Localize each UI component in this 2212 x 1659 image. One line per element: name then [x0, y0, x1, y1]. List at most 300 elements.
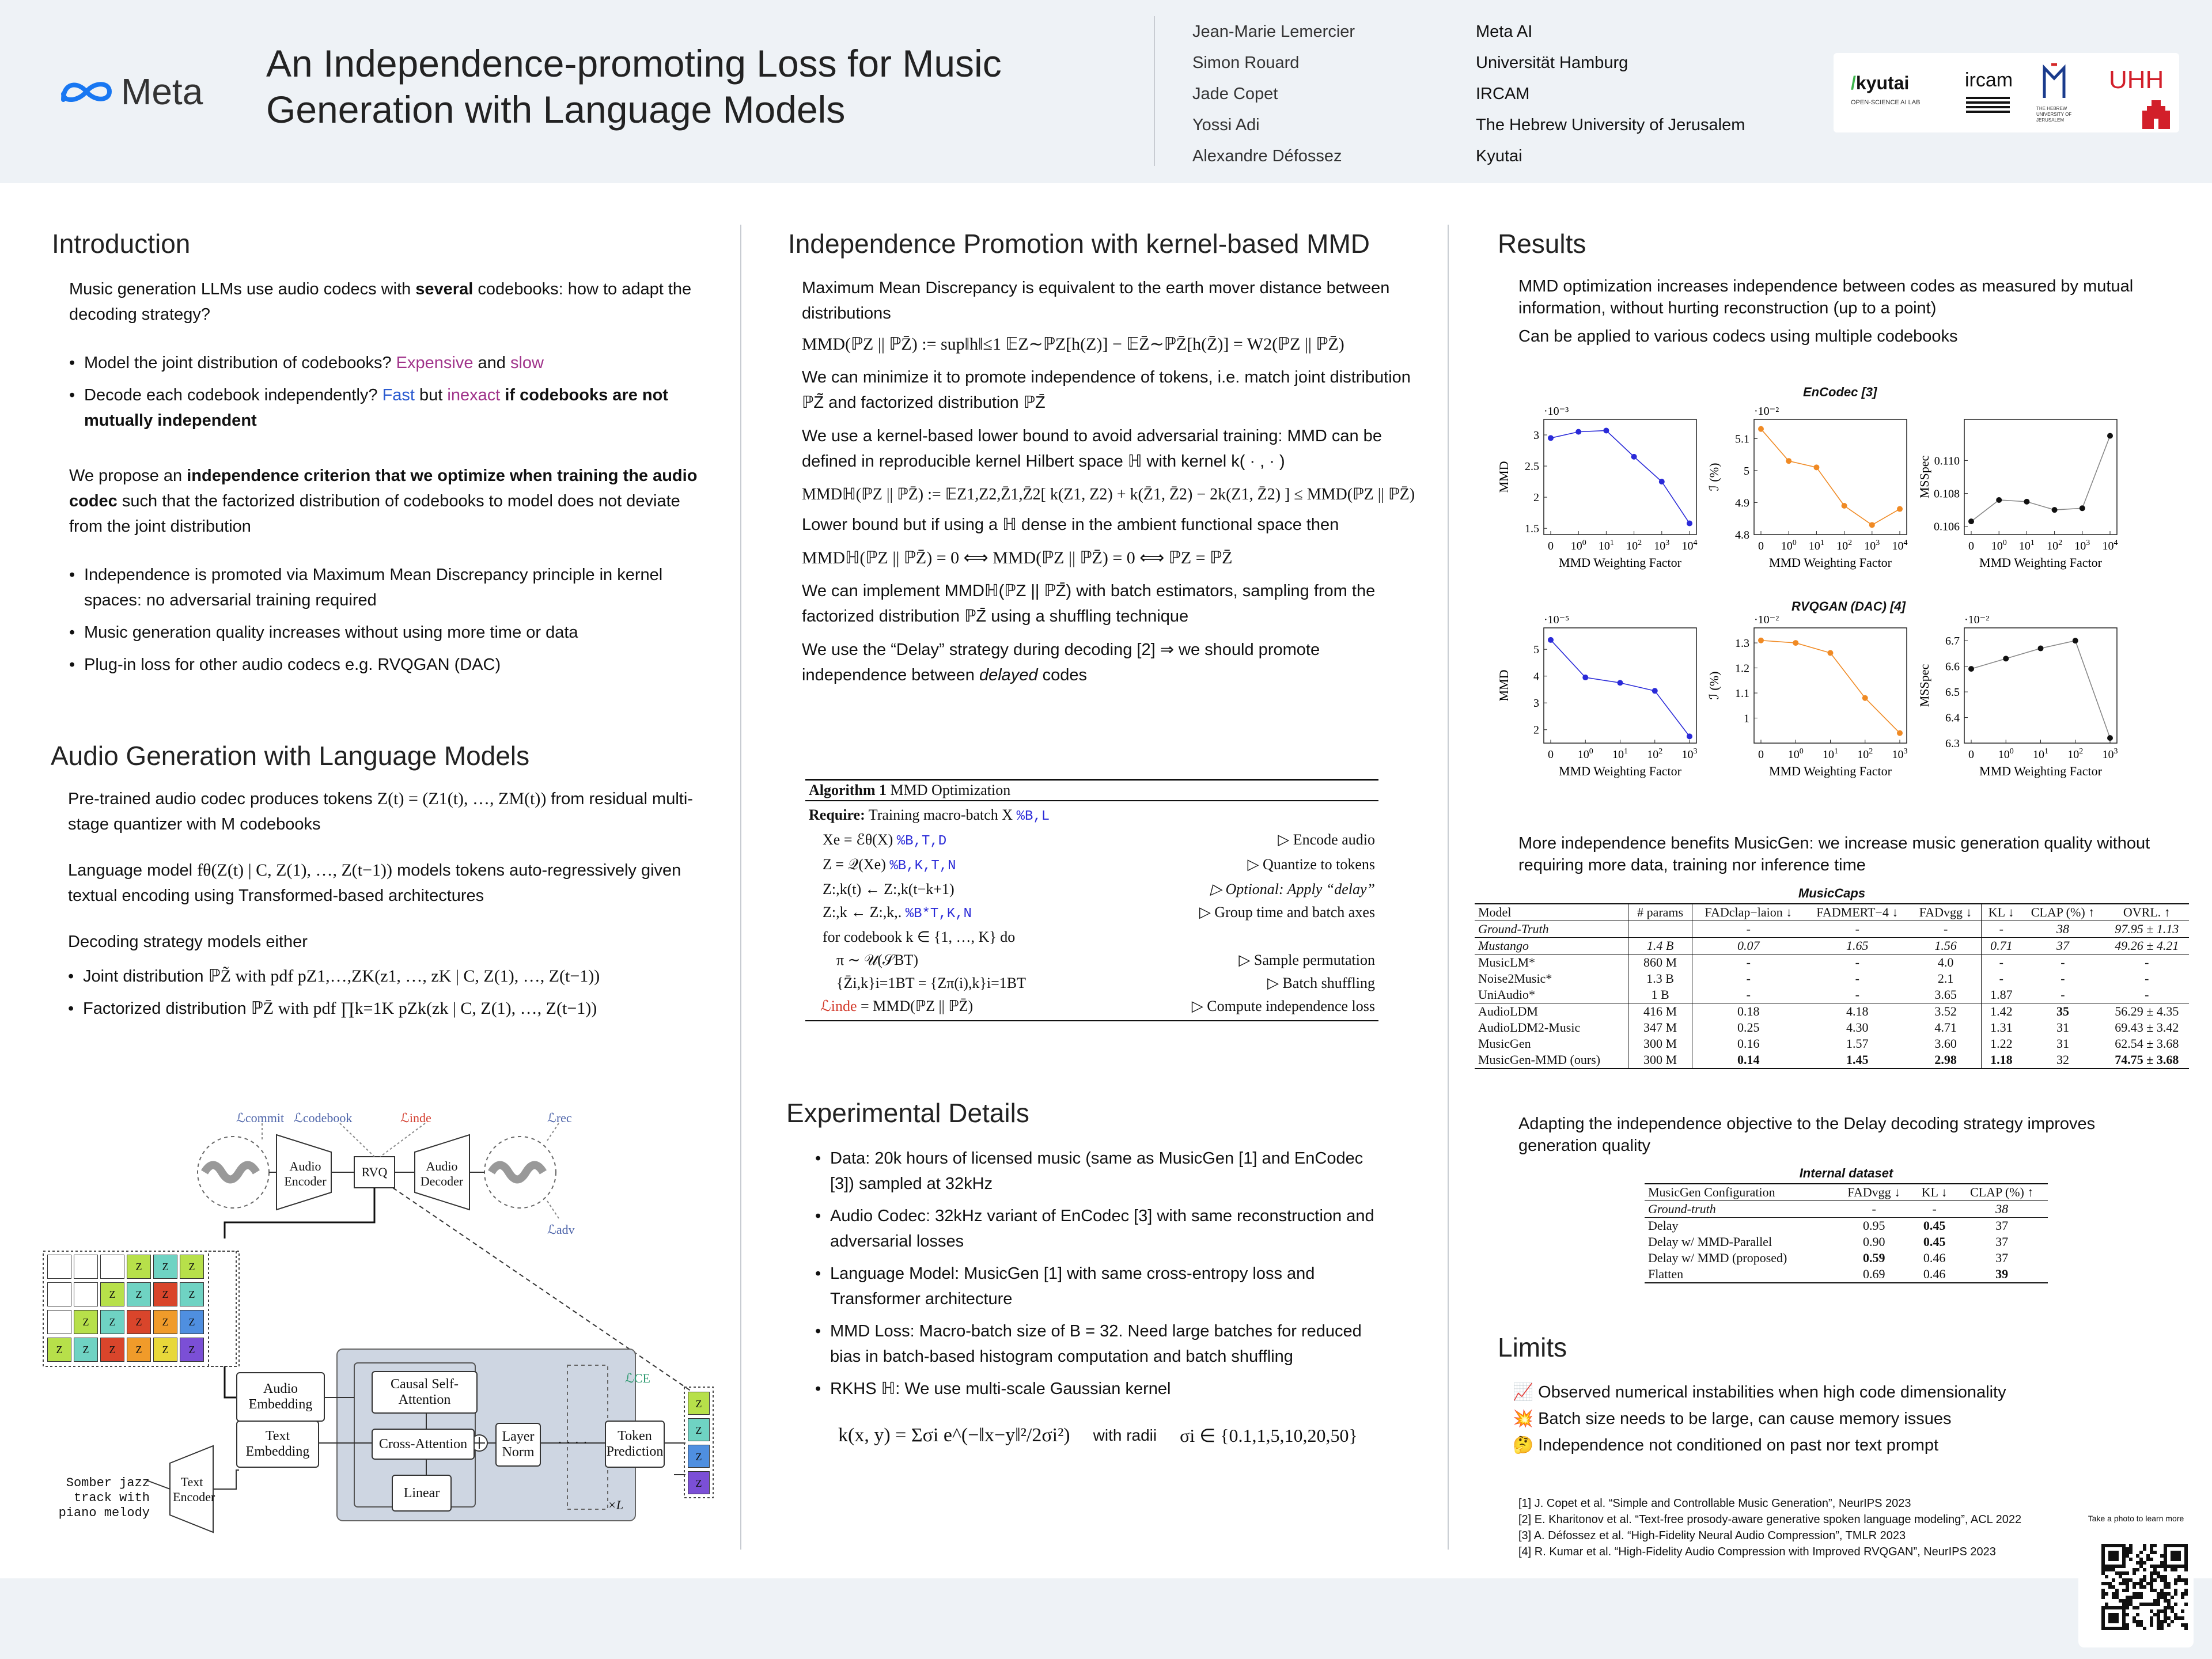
- table-cell: 38: [1995, 1202, 2009, 1216]
- table-cell: 4.71: [1934, 1020, 1957, 1035]
- qr-module: [2146, 1603, 2150, 1606]
- table-header-row: [1475, 904, 2189, 921]
- qr-module: [2115, 1551, 2119, 1554]
- qr-module: [2139, 1585, 2143, 1589]
- ircam-mark-icon: [1966, 94, 2010, 115]
- table-cell: [1628, 921, 1692, 938]
- table-header-cell: FADclap−laion ↓: [1692, 904, 1804, 921]
- qr-module: [2119, 1575, 2122, 1578]
- qr-module: [2150, 1575, 2153, 1578]
- mmd-section: [788, 228, 1422, 688]
- qr-module: [2136, 1596, 2139, 1599]
- qr-module: [2139, 1578, 2143, 1582]
- audio-embedding-block: Audio Embedding: [236, 1372, 325, 1422]
- qr-module: [2157, 1627, 2160, 1630]
- qr-module: [2112, 1592, 2115, 1596]
- qr-module: [2157, 1596, 2160, 1599]
- affiliation: Kyutai: [1476, 147, 1522, 165]
- y-tick-label: 4.8: [1735, 529, 1749, 541]
- kyutai-subtitle: OPEN-SCIENCE AI LAB: [1851, 99, 1921, 106]
- hebrew-university-icon: [2040, 62, 2069, 103]
- qr-module: [2143, 1627, 2146, 1630]
- loss-adv-label: ℒadv: [547, 1222, 575, 1237]
- qr-module: [2105, 1606, 2108, 1609]
- table-cell: Flatten: [1648, 1267, 1684, 1281]
- qr-module: [2164, 1582, 2167, 1585]
- meta-logo[interactable]: [58, 70, 203, 113]
- table-cell: MusicLM*: [1478, 955, 1535, 969]
- qr-module: [2119, 1565, 2122, 1568]
- y-tick-label: 1.5: [1525, 522, 1539, 536]
- y-axis-label: ℐ (%): [1707, 463, 1721, 491]
- kernel-radii: σi ∈ {0.1,1,5,10,20,50}: [1180, 1425, 1358, 1446]
- qr-module: [2101, 1623, 2105, 1627]
- qr-module: [2177, 1551, 2181, 1554]
- loss-commit-label: ℒcommit: [236, 1111, 285, 1125]
- table-cell: AudioLDM: [1478, 1004, 1538, 1018]
- table-cell: 0.69: [1862, 1267, 1885, 1281]
- table-cell: -: [1692, 971, 1804, 987]
- qr-module: [2122, 1609, 2126, 1613]
- data-point: [2073, 638, 2078, 643]
- x-tick-label: $10^2$: [1857, 747, 1873, 761]
- token-cell: Z: [74, 1338, 98, 1362]
- table-cell: -: [1872, 1202, 1876, 1216]
- qr-module: [2167, 1592, 2171, 1596]
- encodec-chart-title: EnCodec [3]: [1803, 385, 1877, 399]
- table-cell: 69.43 ± 3.42: [2115, 1020, 2179, 1035]
- table-cell: 2.98: [1934, 1052, 1957, 1067]
- qr-module: [2129, 1596, 2133, 1599]
- qr-module: [2177, 1554, 2181, 1558]
- qr-module: [2115, 1616, 2119, 1620]
- table-cell: 2.1: [1937, 971, 1954, 986]
- table-cell: 0.59: [1862, 1251, 1885, 1265]
- table-row: [1475, 1052, 2189, 1069]
- table-cell: UniAudio*: [1478, 987, 1535, 1002]
- predicted-token-cell: Z: [688, 1445, 710, 1468]
- qr-module: [2171, 1551, 2174, 1554]
- qr-module: [2122, 1627, 2126, 1630]
- table-cell: 3.60: [1934, 1036, 1957, 1051]
- qr-module: [2115, 1571, 2119, 1575]
- qr-module: [2139, 1623, 2143, 1627]
- token-cell: Z: [153, 1282, 177, 1306]
- qr-module: [2174, 1568, 2177, 1571]
- qr-module: [2164, 1613, 2167, 1616]
- loss-rec-label: ℒrec: [547, 1111, 572, 1125]
- qr-code-icon: [2101, 1544, 2188, 1630]
- qr-module: [2177, 1578, 2181, 1582]
- data-point: [1631, 454, 1637, 460]
- y-tick-label: 1.2: [1735, 662, 1749, 675]
- section-heading: Results: [1498, 229, 1586, 259]
- table-cell: Delay: [1648, 1218, 1679, 1233]
- data-point: [1582, 675, 1588, 680]
- qr-module: [2108, 1620, 2112, 1623]
- data-point: [1842, 503, 1847, 509]
- x-tick-label: $10^2$: [1626, 539, 1642, 552]
- qr-module: [2171, 1606, 2174, 1609]
- x-axis-label: MMD Weighting Factor: [1559, 764, 1681, 778]
- table-cell: -: [1855, 971, 1859, 986]
- dac-chart-title: RVQGAN (DAC) [4]: [1791, 599, 1906, 613]
- y-axis-label: MSSpec: [1917, 664, 1931, 707]
- qr-module: [2101, 1544, 2105, 1547]
- qr-module: [2181, 1596, 2184, 1599]
- table-cell: 1.57: [1846, 1036, 1869, 1051]
- qr-module: [2136, 1606, 2139, 1609]
- table-cell: 0.07: [1692, 938, 1804, 955]
- algorithm-line: Z:,k(t) ← Z:,k(t−k+1) ▷ Optional: Apply “delay”: [823, 881, 1375, 897]
- qr-module: [2143, 1544, 2146, 1547]
- predicted-token-cell: Z: [688, 1392, 710, 1415]
- qr-module: [2143, 1547, 2146, 1551]
- musicgen-paragraph: More independence benefits MusicGen: we increase music generation quality without requiring more data, training nor inference time: [1518, 834, 2150, 874]
- qr-module: [2157, 1565, 2160, 1568]
- table-cell: -: [1692, 921, 1804, 938]
- x-tick-label: 0: [1548, 540, 1554, 552]
- ellipsis: · · · ·: [558, 1434, 588, 1450]
- x-tick-label: $10^4$: [1681, 539, 1698, 552]
- section-heading: Independence Promotion with kernel-based MMD: [788, 229, 1370, 259]
- table-header-cell: FADvgg ↓: [1835, 1184, 1913, 1201]
- qr-module: [2105, 1544, 2108, 1547]
- data-point: [2038, 646, 2044, 652]
- qr-module: [2133, 1616, 2136, 1620]
- qr-module: [2126, 1582, 2129, 1585]
- table-cell: 4.0: [1937, 955, 1954, 969]
- linear-block: Linear: [392, 1475, 452, 1512]
- token-cell: Z: [100, 1338, 124, 1362]
- qr-module: [2184, 1554, 2188, 1558]
- kernel-with-label: with radii: [1093, 1426, 1157, 1444]
- data-point: [1687, 733, 1692, 739]
- qr-module: [2101, 1609, 2105, 1613]
- qr-module: [2126, 1589, 2129, 1592]
- y-tick-label: 6.5: [1945, 686, 1960, 699]
- qr-module: [2139, 1565, 2143, 1568]
- qr-module: [2184, 1565, 2188, 1568]
- token-cell: Z: [180, 1310, 204, 1334]
- qr-module: [2157, 1571, 2160, 1575]
- qr-module: [2112, 1585, 2115, 1589]
- x-tick-label: 0: [1968, 540, 1974, 552]
- token-cell: Z: [153, 1255, 177, 1279]
- header: [0, 0, 2212, 183]
- author: Alexandre Défossez: [1192, 147, 1342, 165]
- musiccaps-table-wrap: [1475, 886, 2189, 1069]
- qr-module: [2129, 1599, 2133, 1603]
- qr-module: [2184, 1582, 2188, 1585]
- x-tick-label: $10^3$: [1864, 539, 1880, 552]
- footer: [0, 1578, 2212, 1659]
- qr-module: [2126, 1585, 2129, 1589]
- qr-module: [2181, 1544, 2184, 1547]
- table-cell: 1.4 B: [1628, 938, 1692, 955]
- qr-module: [2119, 1571, 2122, 1575]
- data-point: [1862, 695, 1868, 701]
- qr-module: [2143, 1568, 2146, 1571]
- mmd-paragraph: We can minimize it to promote independence of tokens, i.e. match joint distribution ℙZ̃ and factorized distribution ℙZ̄: [802, 368, 1411, 412]
- uhh-logo[interactable]: UHH: [2109, 66, 2164, 94]
- qr-module: [2101, 1620, 2105, 1623]
- x-tick-label: $10^1$: [1598, 539, 1614, 552]
- token-prediction-block: Token Prediction: [605, 1421, 665, 1468]
- qr-module: [2157, 1592, 2160, 1596]
- qr-module: [2164, 1578, 2167, 1582]
- series-line: [1971, 641, 2110, 738]
- mmd-paragraph: Maximum Mean Discrepancy is equivalent to the earth mover distance between distributions: [802, 279, 1390, 323]
- table-cell: 4.30: [1846, 1020, 1869, 1035]
- qr-module: [2112, 1568, 2115, 1571]
- x-tick-label: $10^1$: [1808, 539, 1824, 552]
- qr-module: [2177, 1558, 2181, 1561]
- author-list: [1192, 16, 1355, 172]
- audio-encoder-block: Audio Encoder: [284, 1159, 327, 1188]
- x-axis-label: MMD Weighting Factor: [1559, 555, 1681, 570]
- token-cell: Z: [127, 1310, 151, 1334]
- table-cell: 0.95: [1862, 1218, 1885, 1233]
- limits-section: [1498, 1332, 2160, 1459]
- table-cell: MusicGen-MMD (ours): [1478, 1052, 1601, 1067]
- qr-module: [2167, 1582, 2171, 1585]
- table-cell: 300 M: [1628, 1036, 1692, 1052]
- data-point: [2003, 656, 2009, 661]
- data-point: [1548, 637, 1554, 643]
- qr-module: [2108, 1544, 2112, 1547]
- table-row: [1475, 955, 2189, 971]
- qr-module: [2164, 1547, 2167, 1551]
- qr-module: [2177, 1616, 2181, 1620]
- qr-module: [2174, 1582, 2177, 1585]
- token-cell: Z: [153, 1310, 177, 1334]
- qr-module: [2153, 1565, 2157, 1568]
- qr-module: [2136, 1623, 2139, 1627]
- qr-module: [2133, 1606, 2136, 1609]
- qr-module: [2153, 1589, 2157, 1592]
- qr-module: [2150, 1603, 2153, 1606]
- qr-module: [2177, 1575, 2181, 1578]
- qr-module: [2112, 1613, 2115, 1616]
- table-cell: 49.26 ± 4.21: [2115, 938, 2179, 953]
- y-exponent-label: ·10⁻²: [1754, 405, 1779, 418]
- qr-module: [2164, 1551, 2167, 1554]
- table-cell: 38: [2056, 922, 2069, 936]
- qr-module: [2108, 1616, 2112, 1620]
- table-cell: -: [1982, 955, 2021, 971]
- qr-module: [2157, 1616, 2160, 1620]
- qr-module: [2129, 1603, 2133, 1606]
- qr-module: [2126, 1571, 2129, 1575]
- qr-module: [2126, 1623, 2129, 1627]
- qr-module: [2101, 1547, 2105, 1551]
- algorithm-lines: [809, 828, 1375, 995]
- section-heading: Introduction: [52, 229, 191, 259]
- qr-module: [2101, 1616, 2105, 1620]
- qr-module: [2150, 1558, 2153, 1561]
- column-divider: [1448, 225, 1449, 1550]
- series-line: [1971, 436, 2110, 522]
- series-line: [1761, 429, 1900, 525]
- qr-module: [2101, 1627, 2105, 1630]
- table-header-cell: KL ↓: [1982, 904, 2021, 921]
- table-cell: MusicGen: [1478, 1036, 1531, 1051]
- table-cell: -: [2061, 955, 2065, 969]
- qr-module: [2122, 1551, 2126, 1554]
- section-heading: Limits: [1498, 1332, 1567, 1362]
- y-tick-label: 3: [1533, 429, 1539, 442]
- qr-module: [2150, 1571, 2153, 1575]
- qr-module: [2160, 1596, 2164, 1599]
- table-header-cell: FADvgg ↓: [1910, 904, 1982, 921]
- x-tick-label: $10^3$: [1681, 747, 1698, 761]
- qr-module: [2112, 1627, 2115, 1630]
- data-point: [1813, 464, 1819, 470]
- qr-module: [2171, 1554, 2174, 1558]
- y-tick-label: 3: [1533, 697, 1539, 710]
- data-point: [1897, 506, 1903, 512]
- y-tick-label: 4.9: [1735, 497, 1749, 510]
- x-tick-label: $10^2$: [1647, 747, 1663, 761]
- qr-module: [2174, 1565, 2177, 1568]
- intro-bullet: • Decode each codebook independently? Fast but inexact if codebooks are not mutually independent: [69, 382, 714, 433]
- qr-module: [2153, 1544, 2157, 1547]
- table-row: [1645, 1266, 2048, 1283]
- table-header-cell: MusicGen Configuration: [1645, 1184, 1835, 1201]
- layer-norm-block: Layer Norm: [495, 1423, 541, 1467]
- qr-module: [2112, 1578, 2115, 1582]
- qr-module: [2174, 1578, 2177, 1582]
- reference-item: [1] J. Copet et al. “Simple and Controllable Music Generation”, NeurIPS 2023: [1518, 1497, 1911, 1510]
- qr-module: [2164, 1575, 2167, 1578]
- qr-module: [2101, 1613, 2105, 1616]
- delay-paragraph: Adapting the independence objective to the Delay decoding strategy improves generation quality: [1518, 1115, 2096, 1155]
- y-tick-label: 5: [1533, 643, 1539, 657]
- qr-module: [2105, 1582, 2108, 1585]
- qr-module: [2174, 1592, 2177, 1596]
- qr-module: [2126, 1547, 2129, 1551]
- chart-frame: [1754, 628, 1907, 743]
- layer-repeat-label: ×L: [608, 1498, 624, 1512]
- internal-table-wrap: [1645, 1166, 2048, 1283]
- musiccaps-table: [1475, 903, 2189, 1069]
- data-point: [1786, 458, 1791, 464]
- rvq-block: RVQ: [361, 1165, 388, 1179]
- chart-frame: [1544, 419, 1696, 535]
- qr-module: [2136, 1620, 2139, 1623]
- qr-module: [2139, 1603, 2143, 1606]
- algorithm-line: Xe = ℰθ(X) %B,T,D ▷ Encode audio: [823, 831, 1375, 849]
- limit-item: 🤔 Independence not conditioned on past nor text prompt: [1513, 1436, 1939, 1455]
- x-tick-label: $10^3$: [2102, 747, 2118, 761]
- table-cell: 1.18: [1982, 1052, 2021, 1069]
- qr-module: [2143, 1578, 2146, 1582]
- qr-module: [2160, 1554, 2164, 1558]
- table-cell: -: [1943, 922, 1948, 936]
- x-tick-label: $10^3$: [2074, 539, 2090, 552]
- table-cell: 62.54 ± 3.68: [2115, 1036, 2179, 1051]
- algorithm-line: ℒinde = MMD(ℙZ || ℙZ̄) ▷ Compute independence loss: [820, 998, 1375, 1014]
- qr-module: [2143, 1603, 2146, 1606]
- affiliation: The Hebrew University of Jerusalem: [1476, 116, 1745, 134]
- qr-module: [2164, 1599, 2167, 1603]
- qr-module: [2167, 1623, 2171, 1627]
- token-cell: Z: [180, 1338, 204, 1362]
- qr-module: [2122, 1589, 2126, 1592]
- y-tick-label: 1: [1744, 712, 1749, 725]
- x-tick-label: $10^2$: [2067, 747, 2084, 761]
- qr-module: [2101, 1565, 2105, 1568]
- token-cell: Z: [153, 1338, 177, 1362]
- table-cell: 0.46: [1923, 1251, 1946, 1265]
- limit-item: 💥 Batch size needs to be large, can cause memory issues: [1513, 1410, 1952, 1428]
- predicted-token-cell: Z: [688, 1471, 710, 1494]
- qr-module: [2115, 1627, 2119, 1630]
- table-cell: 37: [1995, 1234, 2009, 1249]
- table-cell: 37: [2056, 938, 2069, 953]
- qr-module: [2171, 1565, 2174, 1568]
- qr-module: [2115, 1554, 2119, 1558]
- qr-module: [2184, 1589, 2188, 1592]
- y-tick-label: 1.1: [1735, 687, 1749, 700]
- table-cell: 1.87: [1982, 987, 2021, 1003]
- data-point: [2024, 499, 2029, 505]
- table-cell: 39: [1995, 1267, 2009, 1281]
- references: [1518, 1495, 2037, 1560]
- qr-module: [2108, 1565, 2112, 1568]
- table-cell: Delay w/ MMD (proposed): [1648, 1251, 1787, 1265]
- limit-item: 📈 Observed numerical instabilities when high code dimensionality: [1513, 1383, 2006, 1402]
- qr-module: [2126, 1606, 2129, 1609]
- qr-card[interactable]: [2078, 1503, 2194, 1647]
- text-prompt: Somber jazz track with piano melody: [58, 1476, 150, 1520]
- loss-codebook-label: ℒcodebook: [294, 1111, 353, 1125]
- qr-module: [2167, 1603, 2171, 1606]
- qr-module: [2115, 1592, 2119, 1596]
- y-tick-label: 4: [1533, 670, 1539, 683]
- x-tick-label: $10^0$: [1991, 539, 2007, 552]
- qr-module: [2160, 1620, 2164, 1623]
- token-cell: [74, 1255, 98, 1279]
- algorithm-line: {Z̄i,k}i=1BT = {Zπ(i),k}i=1BT ▷ Batch shuffling: [836, 975, 1375, 991]
- qr-module: [2164, 1609, 2167, 1613]
- ircam-logo[interactable]: ircam: [1965, 69, 2013, 91]
- algorithm-line: Z:,k ← Z:,k,. %B*T,K,N ▷ Group time and batch axes: [823, 904, 1375, 922]
- qr-module: [2139, 1558, 2143, 1561]
- kyutai-logo[interactable]: /kyutai: [1851, 73, 1910, 93]
- qr-module: [2105, 1592, 2108, 1596]
- token-cell: Z: [127, 1255, 151, 1279]
- qr-module: [2153, 1568, 2157, 1571]
- qr-module: [2115, 1613, 2119, 1616]
- qr-module: [2153, 1599, 2157, 1603]
- qr-module: [2101, 1589, 2105, 1592]
- intro-bullet: • Music generation quality increases without using more time or data: [69, 620, 714, 645]
- partner-logos: [1834, 53, 2179, 132]
- qr-module: [2184, 1561, 2188, 1565]
- qr-module: [2108, 1627, 2112, 1630]
- data-point: [1758, 638, 1764, 643]
- mmd-equivalence-equation: MMDℍ(ℙZ || ℙZ̄) = 0 ⟺ MMD(ℙZ || ℙZ̄) = 0 ⟺ ℙZ = ℙZ̄: [802, 548, 1233, 567]
- qr-module: [2160, 1565, 2164, 1568]
- qr-module: [2101, 1568, 2105, 1571]
- data-point: [1869, 522, 1875, 528]
- qr-module: [2105, 1565, 2108, 1568]
- meta-logo-text: Meta: [121, 71, 203, 112]
- qr-module: [2174, 1616, 2177, 1620]
- qr-module: [2167, 1565, 2171, 1568]
